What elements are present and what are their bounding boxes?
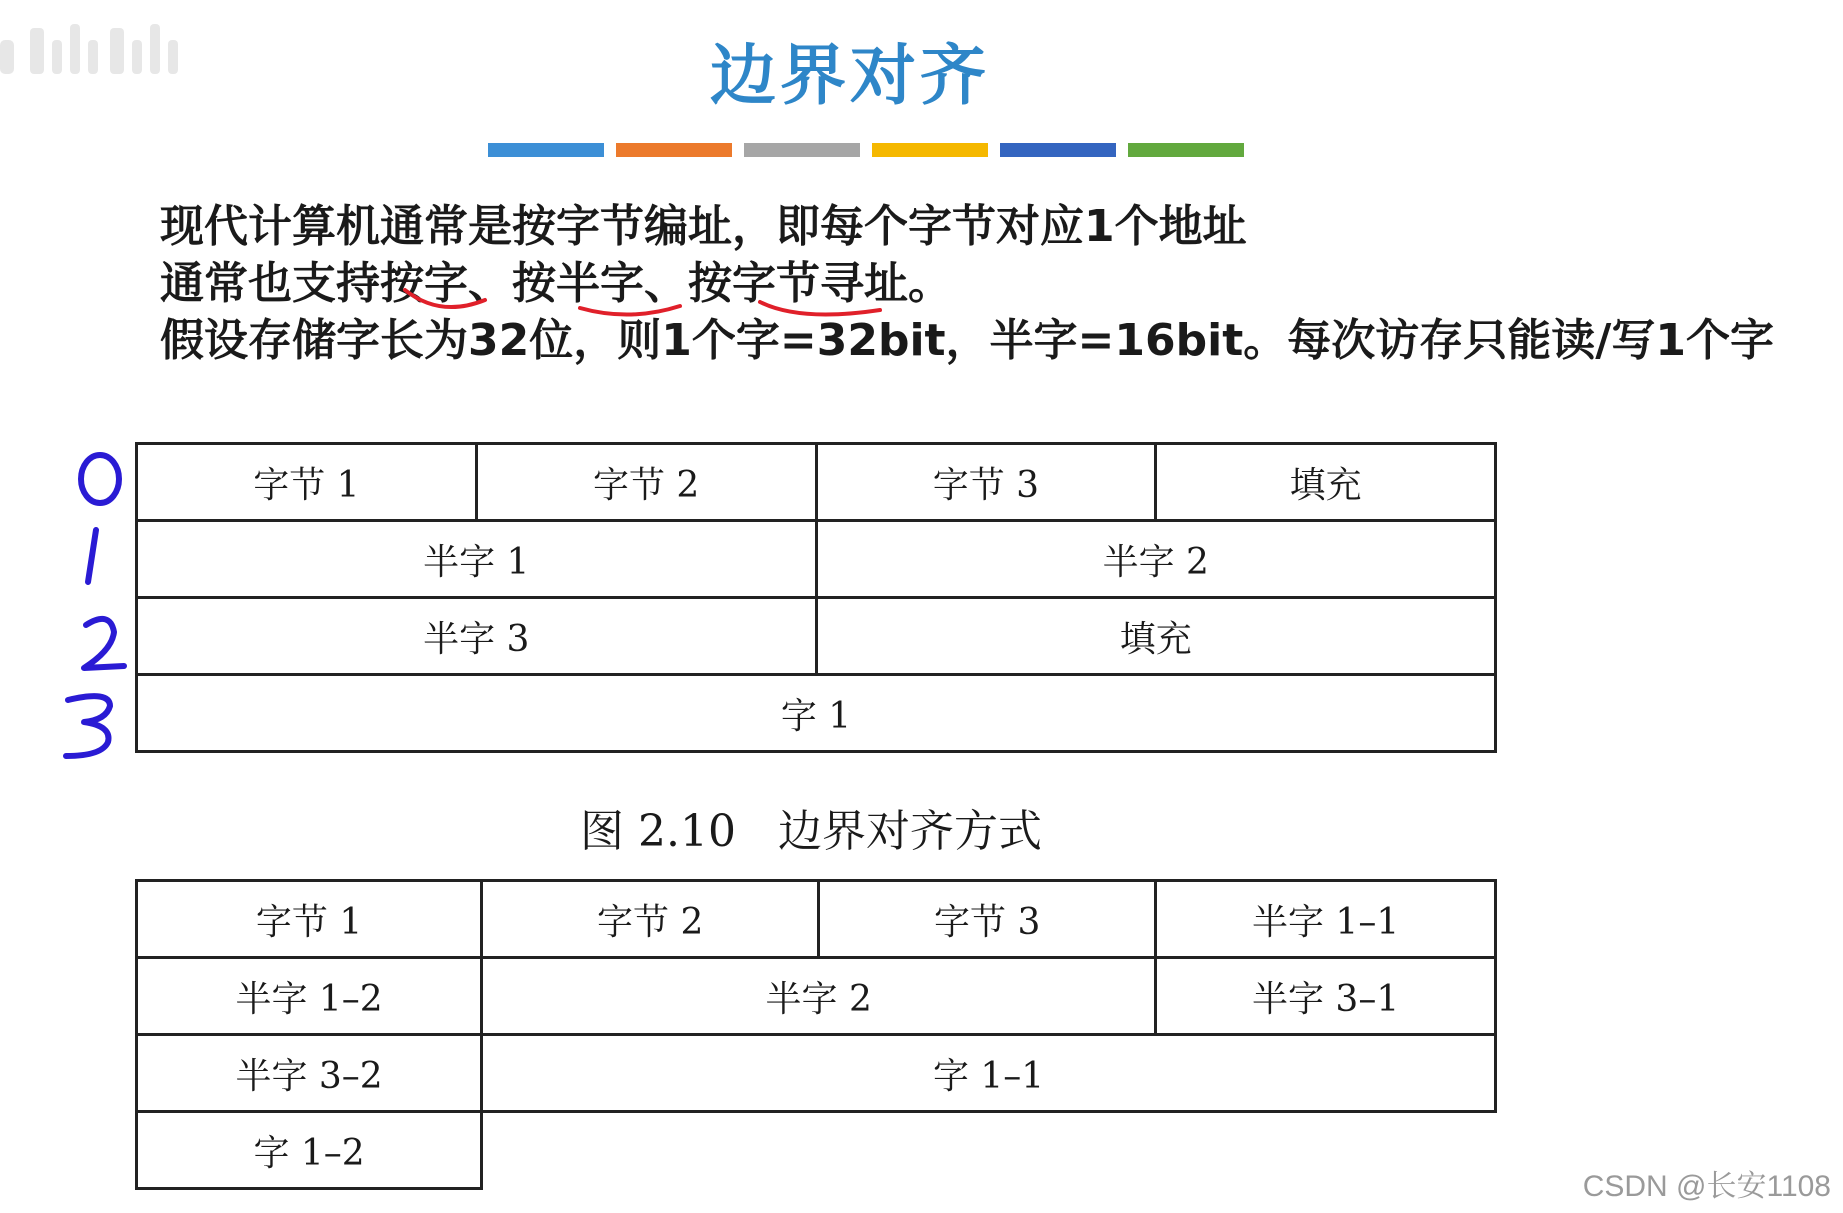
handwritten-row-number-1 — [88, 530, 96, 582]
color-bar-1 — [488, 143, 604, 157]
table-cell: 字 1–1 — [482, 1035, 1496, 1112]
table-row — [137, 675, 1496, 752]
figure-number: 图 2.10 — [580, 806, 736, 857]
table-cell: 字节 3 — [816, 444, 1156, 521]
figure-caption — [580, 795, 1042, 859]
table-row — [137, 881, 1496, 958]
color-bar-5 — [1000, 143, 1116, 157]
handwritten-row-number-3 — [66, 696, 110, 756]
table-cell: 半字 2 — [482, 958, 1156, 1035]
table-cell: 字节 1 — [137, 881, 482, 958]
table-cell: 半字 3–2 — [137, 1035, 482, 1112]
page-title: 边界对齐 — [710, 37, 990, 114]
empty-cell — [482, 1112, 1496, 1189]
figure-caption-text: 边界对齐方式 — [777, 806, 1042, 857]
aligned-memory-table — [135, 442, 1497, 753]
unaligned-memory-table — [135, 879, 1497, 1190]
table-cell: 半字 1–2 — [137, 958, 482, 1035]
table-row — [137, 521, 1496, 598]
table-row — [137, 598, 1496, 675]
table-cell: 半字 1 — [137, 521, 817, 598]
paragraph-line-3: 假设存储字长为32位，则1个字=32bit，半字=16bit。每次访存只能读/写1个字 — [160, 315, 1774, 366]
table-cell: 字节 2 — [476, 444, 816, 521]
table-cell: 字 1 — [137, 675, 1496, 752]
color-bar-4 — [872, 143, 988, 157]
paragraph-line-2: 通常也支持按字、按半字、按字节寻址。 — [160, 258, 952, 309]
paragraph-line-1: 现代计算机通常是按字节编址，即每个字节对应1个地址 — [160, 201, 1247, 252]
table-cell: 半字 1–1 — [1156, 881, 1496, 958]
color-bar-divider — [488, 143, 1256, 157]
table-cell: 填充 — [1156, 444, 1496, 521]
color-bar-3 — [744, 143, 860, 157]
table-row — [137, 1112, 1496, 1189]
table-cell: 字节 3 — [819, 881, 1156, 958]
table-cell: 半字 2 — [816, 521, 1496, 598]
table-cell: 半字 3–1 — [1156, 958, 1496, 1035]
table-row — [137, 1035, 1496, 1112]
color-bar-6 — [1128, 143, 1244, 157]
intro-paragraph — [160, 198, 1774, 369]
handwritten-row-number-0 — [81, 455, 119, 503]
table-row — [137, 958, 1496, 1035]
table-cell: 字节 2 — [482, 881, 819, 958]
color-bar-2 — [616, 143, 732, 157]
table-cell: 半字 3 — [137, 598, 817, 675]
table-cell: 填充 — [816, 598, 1496, 675]
handwritten-row-number-2 — [84, 619, 124, 668]
table-cell: 字节 1 — [137, 444, 477, 521]
table-cell: 字 1–2 — [137, 1112, 482, 1189]
table-row — [137, 444, 1496, 521]
csdn-watermark: CSDN @长安1108 — [1582, 1170, 1831, 1203]
